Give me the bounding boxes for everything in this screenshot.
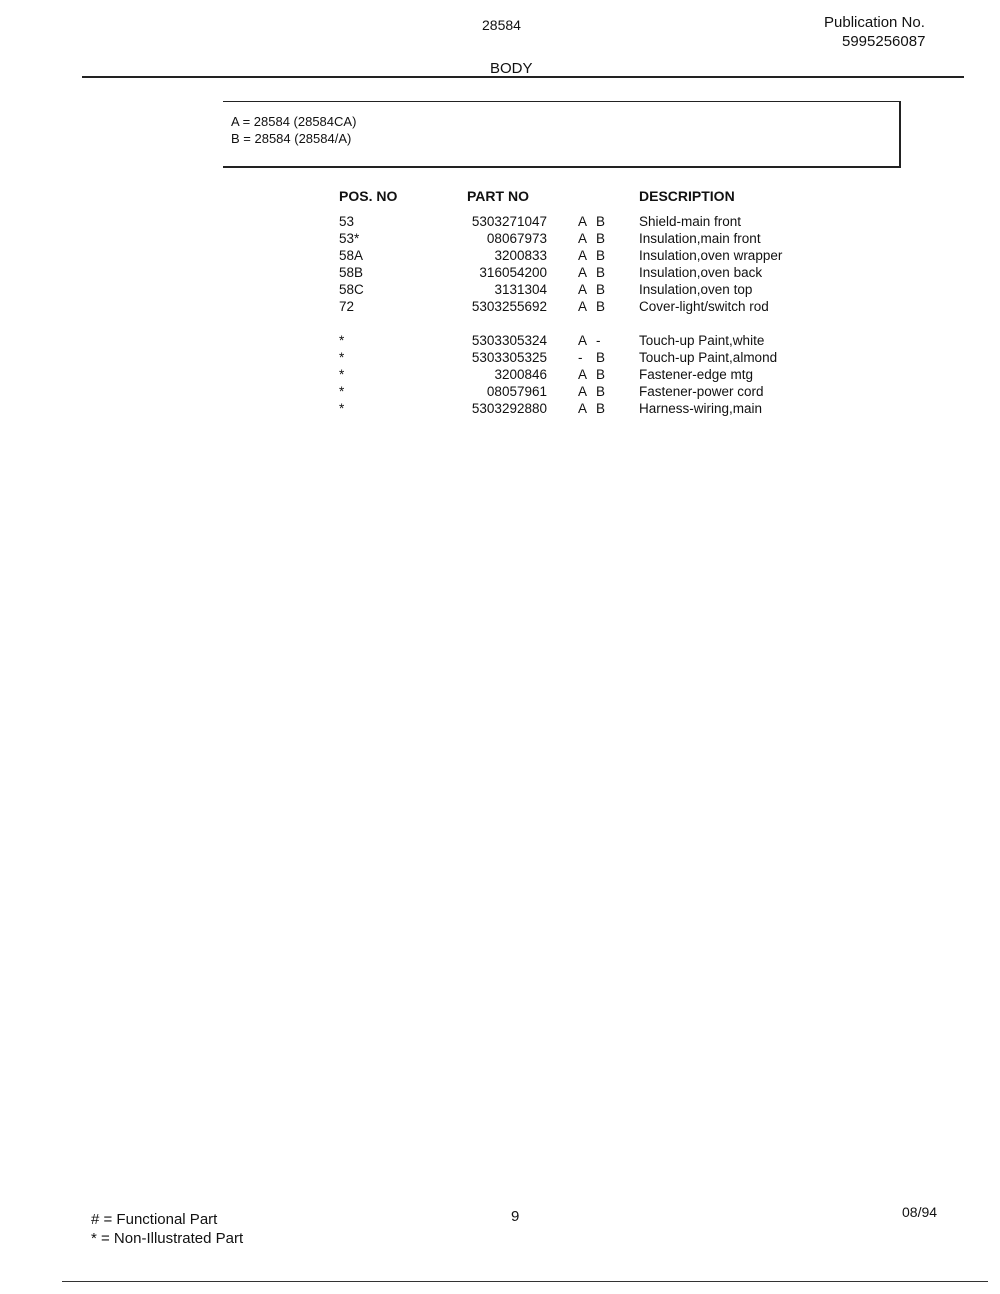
pos-cell: * <box>339 350 345 365</box>
model-applicability-cell <box>578 367 614 382</box>
pos-cell: 53 <box>339 214 355 229</box>
description-cell: Insulation,oven back <box>639 265 763 280</box>
model-b-flag: B <box>596 401 606 416</box>
model-b-flag: B <box>596 265 606 280</box>
model-a-flag: A <box>578 214 588 229</box>
model-b-flag: B <box>596 231 606 246</box>
publication-number: 5995256087 <box>842 33 926 50</box>
part-number-cell: 3200846 <box>494 367 547 382</box>
section-title: BODY <box>490 60 533 77</box>
model-a-flag: A <box>578 248 588 263</box>
model-b-flag: - <box>596 333 601 348</box>
column-header-description: DESCRIPTION <box>639 188 735 204</box>
model-b-flag: B <box>596 350 606 365</box>
part-number-cell: 5303271047 <box>471 214 547 229</box>
pos-cell: 53* <box>339 231 360 246</box>
model-a-flag: A <box>578 367 588 382</box>
part-number-cell: 08067973 <box>486 231 547 246</box>
legend-line-b: B = 28584 (28584/A) <box>231 131 352 146</box>
part-number-cell: 316054200 <box>479 265 547 280</box>
model-a-flag: A <box>578 401 588 416</box>
column-header-part: PART NO <box>467 188 529 204</box>
model-applicability-cell <box>578 384 614 399</box>
description-cell: Fastener-power cord <box>639 384 764 399</box>
page-number: 9 <box>511 1208 520 1225</box>
description-cell: Fastener-edge mtg <box>639 367 754 382</box>
description-cell: Harness-wiring,main <box>639 401 763 416</box>
model-b-flag: B <box>596 367 606 382</box>
header-divider <box>82 76 964 78</box>
model-number: 28584 <box>482 17 521 33</box>
model-a-flag: - <box>578 350 583 365</box>
model-a-flag: A <box>578 282 588 297</box>
pos-cell: 58A <box>339 248 364 263</box>
description-cell: Touch-up Paint,white <box>639 333 765 348</box>
model-a-flag: A <box>578 265 588 280</box>
model-a-flag: A <box>578 299 588 314</box>
non-illustrated-part-note: * = Non-Illustrated Part <box>91 1230 244 1247</box>
model-b-flag: B <box>596 384 606 399</box>
pos-cell: * <box>339 401 345 416</box>
model-applicability-cell <box>578 282 614 297</box>
column-header-pos: POS. NO <box>339 188 398 204</box>
model-applicability-cell <box>578 299 614 314</box>
model-a-flag: A <box>578 384 588 399</box>
part-number-cell: 5303305325 <box>471 350 547 365</box>
legend-line-a: A = 28584 (28584CA) <box>231 114 357 129</box>
model-applicability-cell <box>578 401 614 416</box>
part-number-cell: 5303292880 <box>471 401 547 416</box>
pos-cell: 72 <box>339 299 355 314</box>
model-a-flag: A <box>578 333 588 348</box>
pos-cell: 58B <box>339 265 364 280</box>
part-number-cell: 5303305324 <box>471 333 547 348</box>
functional-part-note: # = Functional Part <box>91 1211 218 1228</box>
model-applicability-cell <box>578 265 614 280</box>
description-cell: Insulation,oven wrapper <box>639 248 783 263</box>
description-cell: Insulation,oven top <box>639 282 753 297</box>
pos-cell: 58C <box>339 282 364 297</box>
model-b-flag: B <box>596 248 606 263</box>
model-applicability-cell <box>578 350 614 365</box>
model-b-flag: B <box>596 299 606 314</box>
publication-label: Publication No. <box>824 14 925 31</box>
model-applicability-cell <box>578 214 614 229</box>
description-cell: Shield-main front <box>639 214 742 229</box>
pos-cell: * <box>339 384 345 399</box>
model-b-flag: B <box>596 282 606 297</box>
model-applicability-cell <box>578 248 614 263</box>
pos-cell: * <box>339 367 345 382</box>
model-b-flag: B <box>596 214 606 229</box>
description-cell: Touch-up Paint,almond <box>639 350 778 365</box>
model-a-flag: A <box>578 231 588 246</box>
part-number-cell: 08057961 <box>486 384 547 399</box>
description-cell: Cover-light/switch rod <box>639 299 769 314</box>
model-legend-box <box>223 101 901 168</box>
part-number-cell: 3200833 <box>494 248 547 263</box>
pos-cell: * <box>339 333 345 348</box>
description-cell: Insulation,main front <box>639 231 761 246</box>
footer-divider <box>62 1281 988 1282</box>
publication-date: 08/94 <box>902 1204 938 1220</box>
model-applicability-cell <box>578 231 614 246</box>
part-number-cell: 5303255692 <box>471 299 547 314</box>
model-applicability-cell <box>578 333 614 348</box>
part-number-cell: 3131304 <box>494 282 547 297</box>
